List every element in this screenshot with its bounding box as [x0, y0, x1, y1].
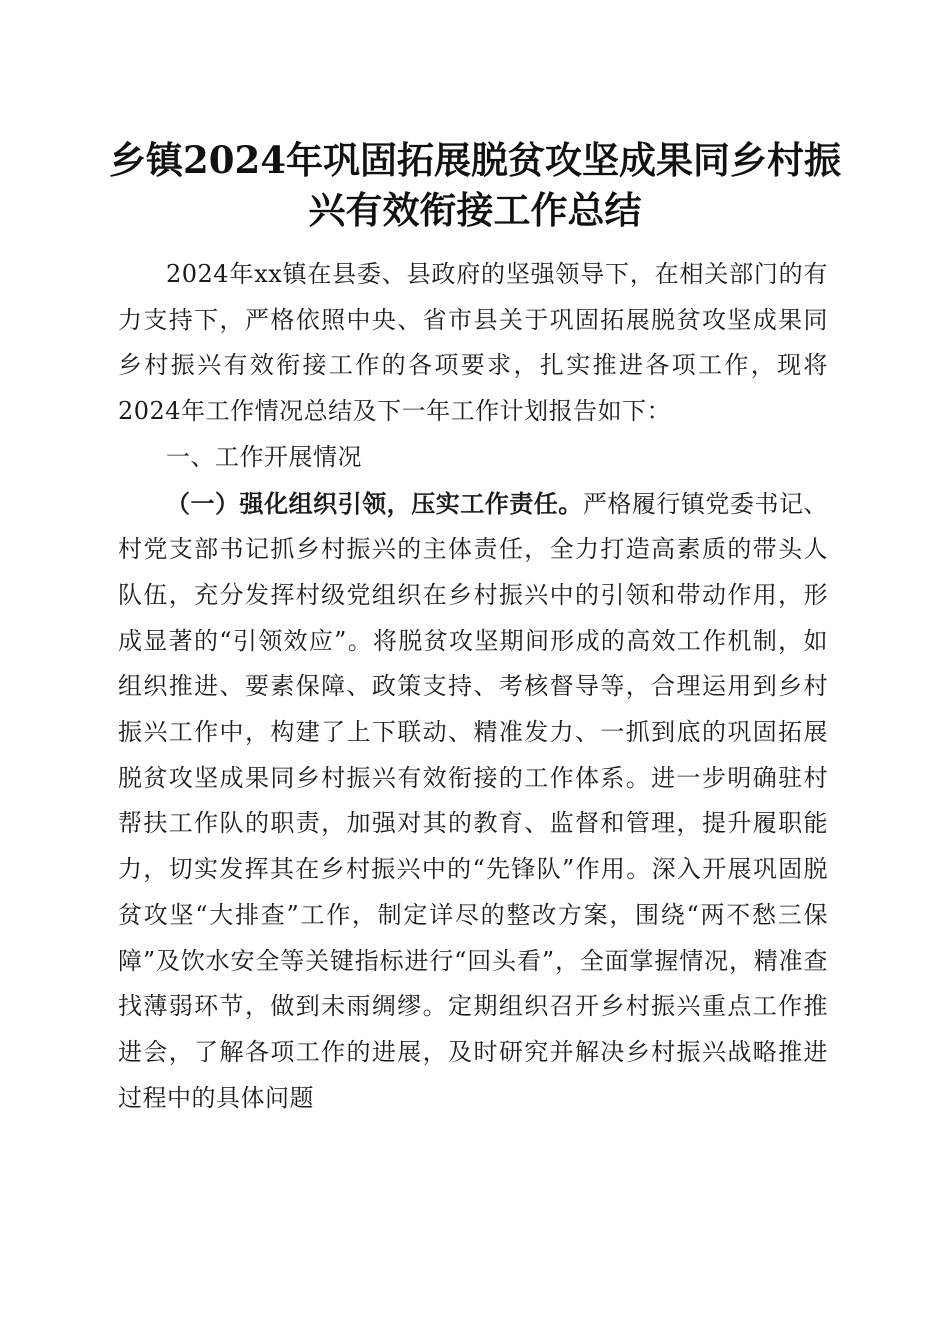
document-body: [118, 252, 828, 1121]
subsection-heading: （一）强化组织引领，压实工作责任。: [166, 488, 583, 518]
subsection-body: 严格履行镇党委书记、村党支部书记抓乡村振兴的主体责任，全力打造高素质的带头人队伍，充分发挥村级党组织在乡村振兴中的引领和带动作用，形成显著的“引领效应”。将脱贫攻坚期间形成的高效工作机制，如组织推进、要素保障、政策支持、考核督导等，合理运用到乡村振兴工作中，构建了上下联动、精准发力、一抓到底的巩固拓展脱贫攻坚成果同乡村振兴有效衔接的工作体系。进一步明确驻村帮扶工作队的职责，加强对其的教育、监督和管理，提升履职能力，切实发挥其在乡村振兴中的“先锋队”作用。深入开展巩固脱贫攻坚“大排查”工作，制定详尽的整改方案，围绕“两不愁三保障”及饮水安全等关键指标进行“回头看”，全面掌握情况，精准查找薄弱环节，做到未雨绸缪。定期组织召开乡村振兴重点工作推进会，了解各项工作的进展，及时研究并解决乡村振兴战略推进过程中的具体问题: [118, 489, 829, 1112]
section-heading: 一、工作开展情况: [166, 442, 362, 471]
intro-paragraph: 2024年xx镇在县委、县政府的坚强领导下，在相关部门的有力支持下，严格依照中央、省市县关于巩固拓展脱贫攻坚成果同乡村振兴有效衔接工作的各项要求，扎实推进各项工作，现将2024年工作情况总结及下一年工作计划报告如下：: [118, 260, 828, 426]
document-title: 乡镇2024年巩固拓展脱贫攻坚成果同乡村振兴有效衔接工作总结: [109, 138, 841, 232]
subsection-paragraph: [118, 481, 828, 1122]
